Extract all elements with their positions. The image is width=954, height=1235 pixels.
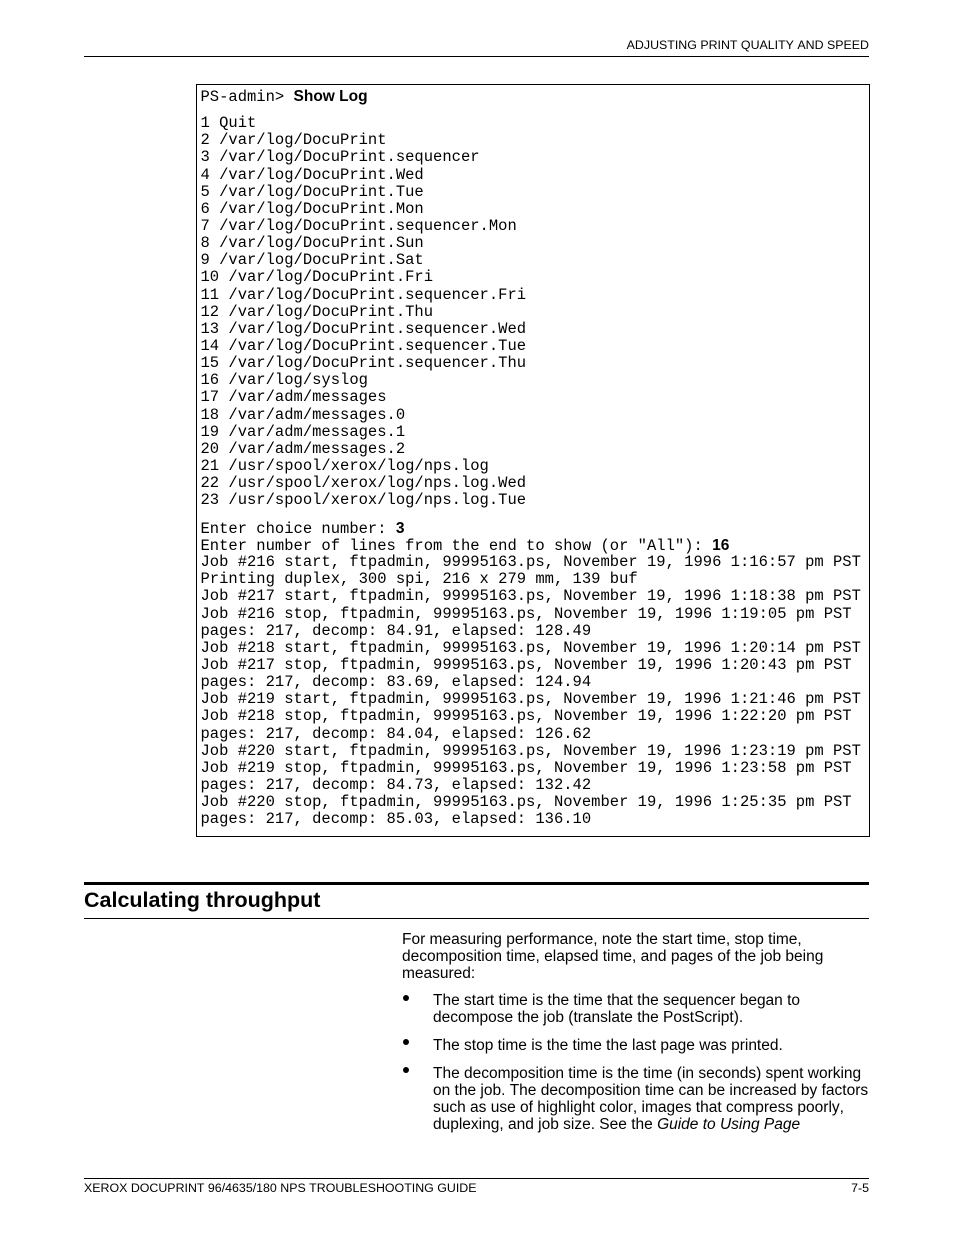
section-title-rule: [84, 918, 869, 919]
menu-item: 19 /var/adm/messages.1: [200, 422, 406, 441]
menu-item: 13 /var/log/DocuPrint.sequencer.Wed: [200, 319, 527, 338]
menu-item: 7 /var/log/DocuPrint.sequencer.Mon: [200, 216, 517, 235]
log-output: [201, 520, 870, 829]
list-item: [402, 1037, 876, 1054]
list-item: [402, 992, 876, 1026]
log-line: Job #219 start, ftpadmin, 99995163.ps, November 19, 1996 1:21:46 pm PST: [200, 690, 861, 709]
bullet-marker: [403, 1067, 409, 1073]
menu-item: 11 /var/log/DocuPrint.sequencer.Fri: [200, 285, 527, 304]
menu-item: 9 /var/log/DocuPrint.Sat: [200, 251, 424, 270]
menu-item: 15 /var/log/DocuPrint.sequencer.Thu: [200, 354, 527, 373]
shell-prompt: PS-admin>: [200, 88, 285, 106]
lines-count-value: 16: [712, 537, 730, 555]
list-item: [402, 1065, 876, 1133]
book-reference: Guide to Using Page: [657, 1115, 801, 1133]
command-text: Show Log: [293, 88, 368, 105]
menu-item: 1 Quit: [200, 114, 257, 133]
menu-item: 5 /var/log/DocuPrint.Tue: [200, 182, 424, 201]
header-rule: [84, 56, 869, 57]
log-line: Job #220 start, ftpadmin, 99995163.ps, November 19, 1996 1:23:19 pm PST: [200, 741, 861, 760]
menu-item: 16 /var/log/syslog: [200, 371, 368, 390]
bullet-text: The start time is the time that the sequencer began to decompose the job (translate the PostScript).: [433, 992, 801, 1027]
log-menu: [201, 115, 870, 509]
choice-line: [201, 520, 870, 537]
page-number: 7-5: [851, 1181, 869, 1195]
menu-item: 23 /usr/spool/xerox/log/nps.log.Tue: [200, 491, 527, 510]
log-line: pages: 217, decomp: 85.03, elapsed: 136.10: [200, 810, 592, 829]
log-line: pages: 217, decomp: 84.04, elapsed: 126.62: [200, 724, 592, 743]
menu-item: 8 /var/log/DocuPrint.Sun: [200, 234, 424, 253]
bullet-marker: [403, 1039, 409, 1045]
footer-rule: [84, 1178, 869, 1179]
menu-item: 14 /var/log/DocuPrint.sequencer.Tue: [200, 336, 527, 355]
log-line: Job #218 stop, ftpadmin, 99995163.ps, November 19, 1996 1:22:20 pm PST: [200, 707, 852, 726]
menu-item: 18 /var/adm/messages.0: [200, 405, 406, 424]
section-title: Calculating throughput: [84, 887, 321, 912]
choice-prompt: Enter choice number:: [200, 519, 387, 538]
log-line: Job #218 start, ftpadmin, 99995163.ps, November 19, 1996 1:20:14 pm PST: [200, 638, 861, 657]
section-body: [402, 931, 876, 1133]
log-line: Job #216 start, ftpadmin, 99995163.ps, November 19, 1996 1:16:57 pm PST: [200, 553, 861, 572]
log-line: Job #216 stop, ftpadmin, 99995163.ps, November 19, 1996 1:19:05 pm PST: [200, 604, 852, 623]
menu-item: 17 /var/adm/messages: [200, 388, 387, 407]
log-line: Job #219 stop, ftpadmin, 99995163.ps, November 19, 1996 1:23:58 pm PST: [200, 758, 852, 777]
choice-value: 3: [395, 519, 405, 537]
log-line: Job #220 stop, ftpadmin, 99995163.ps, November 19, 1996 1:25:35 pm PST: [200, 793, 852, 812]
log-line: pages: 217, decomp: 84.91, elapsed: 128.49: [200, 621, 592, 640]
menu-item: 3 /var/log/DocuPrint.sequencer: [200, 148, 480, 167]
running-header: ADJUSTING PRINT QUALITY AND SPEED: [626, 38, 869, 52]
log-line: Job #217 stop, ftpadmin, 99995163.ps, November 19, 1996 1:20:43 pm PST: [200, 656, 852, 674]
terminal-capture: [196, 84, 870, 837]
menu-item: 10 /var/log/DocuPrint.Fri: [200, 268, 434, 287]
bullet-marker: [403, 995, 409, 1001]
log-line: Job #217 start, ftpadmin, 99995163.ps, November 19, 1996 1:18:38 pm PST: [200, 587, 861, 606]
log-line: pages: 217, decomp: 83.69, elapsed: 124.94: [200, 673, 592, 692]
bullet-text: The decomposition time is the time (in seconds) spent working on the job. The decomposition time can be increased by factors such as use of highlight color, images that compress poorly, duplexing, and job size. See the: [433, 1064, 869, 1133]
menu-item: 20 /var/adm/messages.2: [200, 439, 406, 458]
menu-item: 4 /var/log/DocuPrint.Wed: [200, 165, 424, 184]
intro-paragraph: For measuring performance, note the start time, stop time, decomposition time, elapsed time, and pages of the job being measured:: [402, 930, 824, 982]
lines-count-prompt: Enter number of lines from the end to show (or "All"):: [200, 537, 703, 556]
menu-item: 12 /var/log/DocuPrint.Thu: [200, 302, 434, 321]
menu-item: 2 /var/log/DocuPrint: [200, 131, 387, 150]
menu-item: 6 /var/log/DocuPrint.Mon: [200, 199, 424, 218]
lines-count-line: [201, 537, 870, 554]
log-line: pages: 217, decomp: 84.73, elapsed: 132.42: [200, 775, 592, 794]
command-line: [201, 88, 870, 105]
log-line: Printing duplex, 300 spi, 216 x 279 mm, 139 buf: [200, 570, 638, 589]
section-top-rule: [84, 882, 869, 885]
bullet-list: [402, 992, 876, 1132]
menu-item: 21 /usr/spool/xerox/log/nps.log: [200, 456, 489, 475]
menu-item: 22 /usr/spool/xerox/log/nps.log.Wed: [200, 474, 527, 493]
footer-title: XEROX DOCUPRINT 96/4635/180 NPS TROUBLESHOOTING GUIDE: [84, 1181, 477, 1195]
bullet-text: The stop time is the time the last page was printed.: [433, 1036, 783, 1054]
